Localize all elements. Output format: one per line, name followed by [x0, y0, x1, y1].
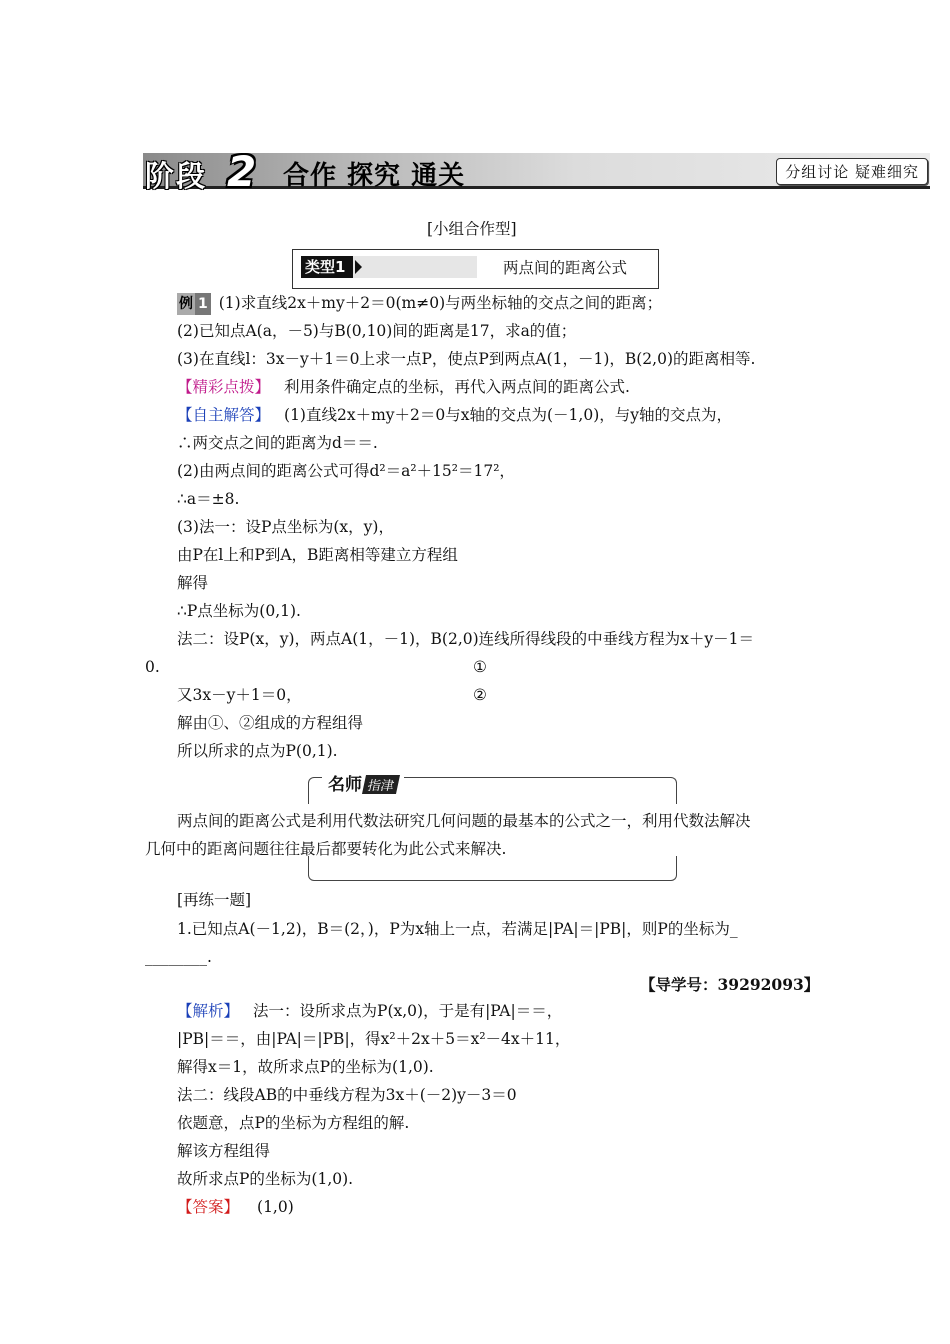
solution-s10: 0. — [145, 658, 160, 676]
teacher-label-a: 名师 — [328, 775, 362, 795]
banner-stage: 阶段 — [145, 159, 208, 193]
analysis-line-1 — [177, 1000, 562, 1022]
banner-tag: 分组讨论 疑难细究 — [776, 158, 928, 185]
solution-s12: 解由①、②组成的方程组得 — [177, 714, 364, 732]
practice-heading: [再练一题] — [177, 891, 252, 909]
teacher-box-bottom — [308, 856, 677, 881]
practice-q2: ________. — [145, 948, 212, 966]
analysis-a1: 法一：设所求点为P(x,0)，于是有|PA|＝＝， — [253, 1002, 563, 1020]
solution-s7: 解得 — [177, 574, 209, 592]
solution-s9: 法二：设P(x，y)，两点A(1，－1)，B(2,0)连线所得线段的中垂线方程为x＋y－1＝ — [177, 630, 755, 648]
answer-label: 【答案】 — [177, 1198, 240, 1216]
type-label-bg — [301, 256, 477, 278]
solution-s2: ∴两交点之间的距离为d＝＝. — [177, 434, 378, 452]
banner-underline — [143, 186, 930, 189]
type-box — [292, 249, 659, 289]
solution-s3: (2)由两点间的距离公式可得d²＝a²＋15²＝17²， — [177, 462, 515, 480]
example-number: 1 — [195, 293, 211, 315]
answer-line — [177, 1196, 294, 1218]
type-title: 两点间的距离公式 — [503, 259, 628, 277]
analysis-a5: 依题意，点P的坐标为方程组的解. — [177, 1114, 410, 1132]
teacher-text-2: 几何中的距离问题往往最后都要转化为此公式来解决. — [145, 840, 507, 858]
example-tag: 例 — [177, 293, 195, 315]
practice-q1: 1.已知点A(－1,2)，B＝(2，)，P为x轴上一点，若满足|PA|＝|PB|，则P的坐标为_ — [177, 920, 738, 938]
solution-label: 【自主解答】 — [177, 406, 271, 424]
analysis-label: 【解析】 — [177, 1002, 240, 1020]
example-question-1 — [177, 292, 662, 315]
solution-s5: (3)法一：设P点坐标为(x，y)， — [177, 518, 394, 536]
solution-s6: 由P在l上和P到A，B距离相等建立方程组 — [177, 546, 458, 564]
example-q3: (3)在直线l：3x－y＋1＝0上求一点P，使点P到两点A(1，－1)，B(2,0)的距离相等. — [177, 350, 756, 368]
solution-s13: 所以所求的点为P(0,1). — [177, 742, 338, 760]
analysis-a7: 故所求点P的坐标为(1,0). — [177, 1170, 354, 1188]
teacher-label — [322, 770, 404, 794]
banner-number: 2 — [227, 147, 257, 196]
answer-text: (1,0) — [257, 1198, 294, 1216]
hint-line — [177, 376, 630, 398]
example-q2: (2)已知点A(a，－5)与B(0,10)间的距离是17，求a的值； — [177, 322, 577, 340]
stage-banner — [143, 147, 930, 196]
type-label: 类型1 — [301, 256, 353, 278]
solution-s1: (1)直线2x＋my＋2＝0与x轴的交点为(－1,0)，与y轴的交点为， — [284, 406, 732, 424]
example-q1: (1)求直线2x＋my＋2＝0(m≠0)与两坐标轴的交点之间的距离； — [218, 294, 663, 312]
section-subtitle: [小组合作型] — [427, 220, 517, 238]
solution-s11: 又3x－y＋1＝0， — [177, 686, 302, 704]
analysis-a2: |PB|＝＝，由|PA|＝|PB|，得x²＋2x＋5＝x²－4x＋11， — [177, 1030, 571, 1048]
guide-number: 【导学号：39292093】 — [640, 975, 820, 994]
equation-mark-1: ① — [473, 658, 487, 676]
arrow-icon — [355, 260, 362, 274]
solution-line-1 — [177, 404, 732, 426]
banner-title: 合作 探究 通关 — [283, 161, 466, 191]
analysis-a3: 解得x＝1，故所求点P的坐标为(1,0). — [177, 1058, 434, 1076]
hint-label: 【精彩点拨】 — [177, 378, 271, 396]
equation-mark-2: ② — [473, 686, 487, 704]
analysis-a6: 解该方程组得 — [177, 1142, 271, 1160]
hint-text: 利用条件确定点的坐标，再代入两点间的距离公式. — [284, 378, 630, 396]
solution-s8: ∴P点坐标为(0,1). — [177, 602, 301, 620]
teacher-label-b: 指津 — [362, 775, 400, 794]
analysis-a4: 法二：线段AB的中垂线方程为3x＋(－2)y－3＝0 — [177, 1086, 517, 1104]
teacher-text-1: 两点间的距离公式是利用代数法研究几何问题的最基本的公式之一，利用代数法解决 — [177, 812, 751, 830]
solution-s4: ∴a＝±8. — [177, 490, 240, 508]
